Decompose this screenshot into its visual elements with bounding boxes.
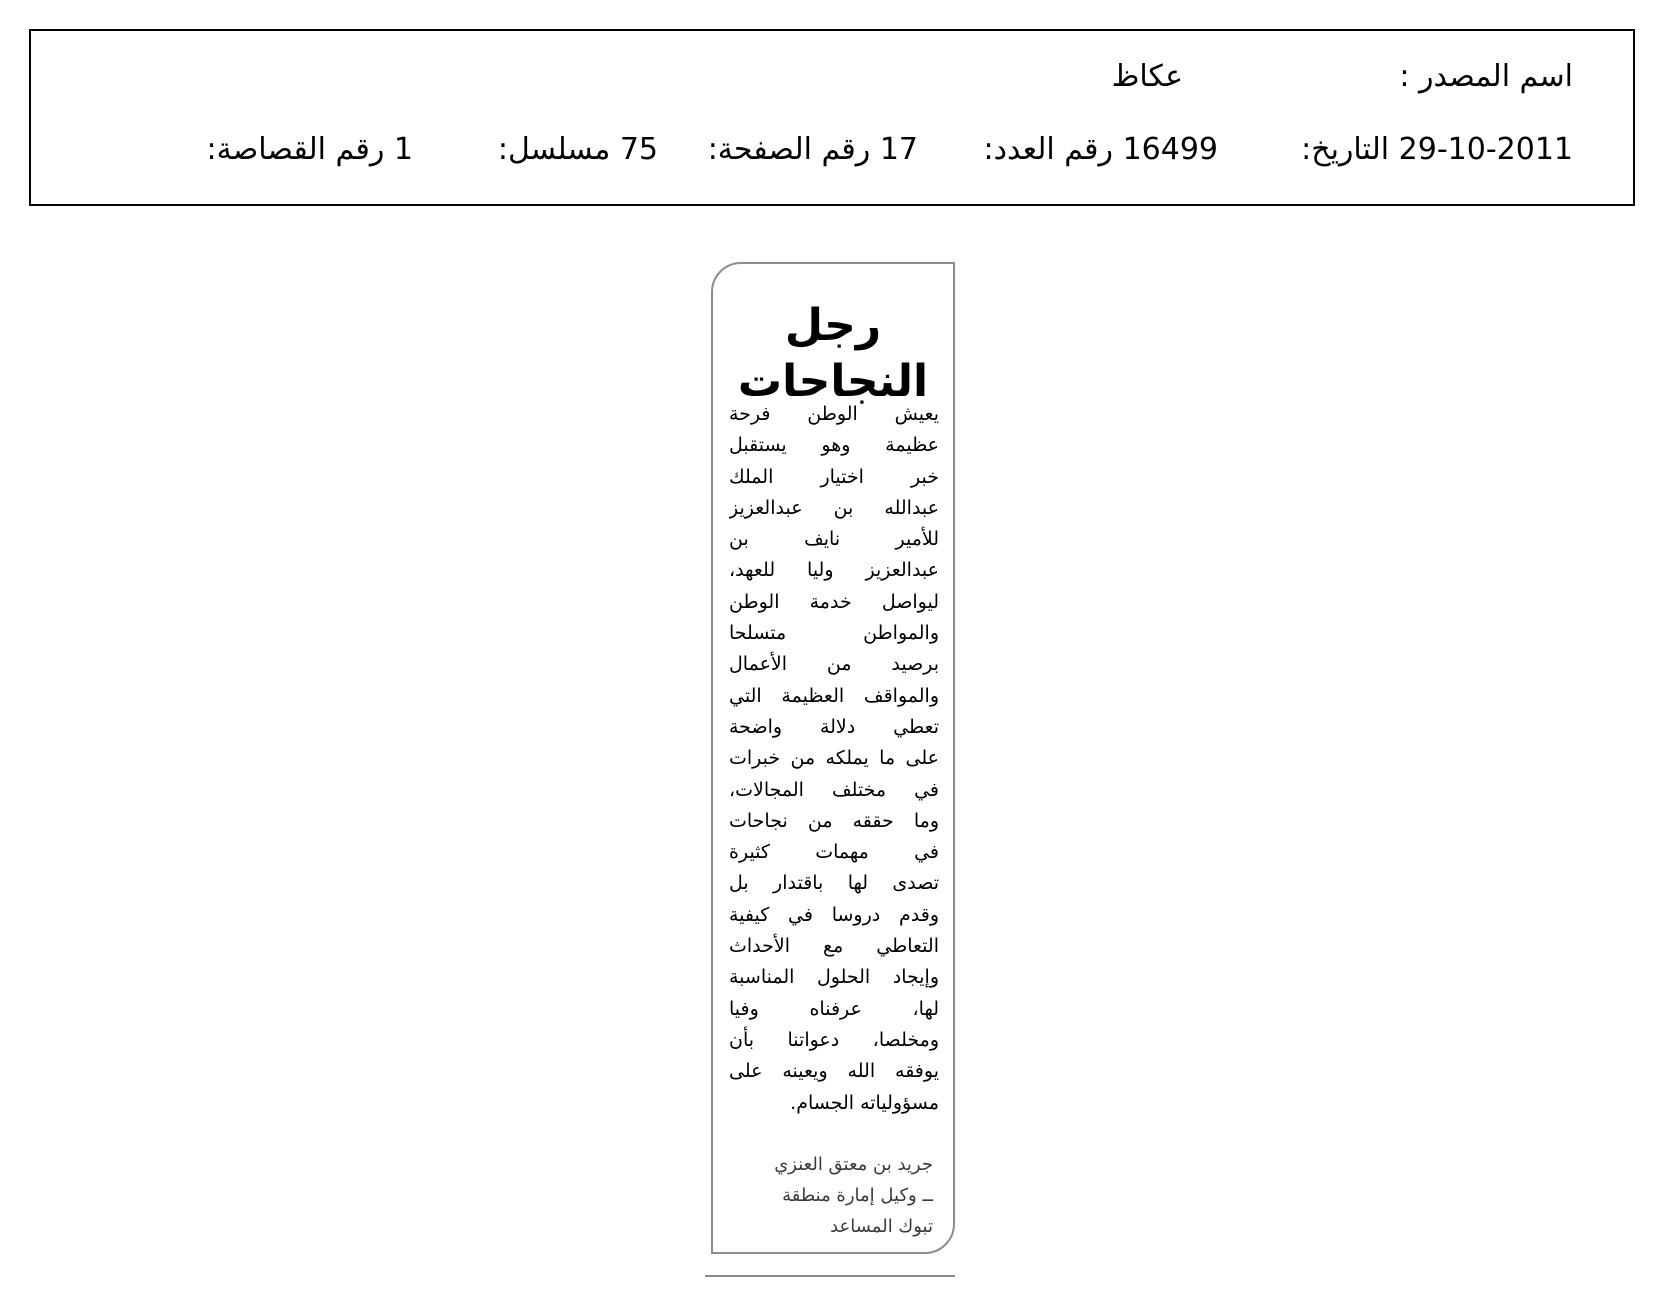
article-line: برصيد من الأعمال (729, 653, 939, 676)
newspaper-clipping (711, 262, 955, 1254)
clip-number-field (207, 132, 413, 168)
issue-field (984, 132, 1218, 168)
article-line: وقدم دروسا في كيفية (729, 903, 939, 926)
article-line: والمواطن متسلحا (729, 622, 939, 645)
article-line: وإيجاد الحلول المناسبة (729, 966, 939, 989)
issue-value: 16499 (1122, 132, 1218, 167)
article-line: في مهمات كثيرة (729, 841, 939, 864)
article-line: عبدالله بن عبدالعزيز (729, 496, 939, 519)
article-line: والمواقف العظيمة التي (729, 684, 939, 707)
article-line: يوفقه الله ويعينه على (729, 1060, 939, 1083)
date-field (1301, 132, 1573, 168)
source-value: عكاظ (1111, 59, 1183, 94)
article-line: ومخلصا، دعواتنا بأن (729, 1028, 939, 1051)
date-label: التاريخ: (1301, 132, 1390, 167)
article-line: وما حققه من نجاحات (729, 809, 939, 832)
article-line: التعاطي مع الأحداث (729, 935, 939, 958)
article-line: عظيمة وهو يستقبل (729, 434, 939, 457)
article-line: يعيش الوطن فرحة (729, 403, 939, 425)
article-body (729, 399, 939, 1119)
article-line: تصدى لها باقتدار بل (729, 872, 939, 895)
article-title: رجل النجاحات (737, 300, 929, 407)
article-line: للأمير نايف بن (729, 528, 939, 551)
serial-value: 75 (619, 132, 658, 167)
page-label: رقم الصفحة: (707, 132, 871, 167)
article-line: في مختلف المجالات، (729, 778, 939, 801)
byline-line: جريد بن معتق العنزي (774, 1154, 933, 1175)
serial-label: مسلسل: (497, 132, 611, 167)
article-line: عبدالعزيز وليا للعهد، (729, 559, 939, 582)
byline-line: تبوك المساعد (830, 1216, 933, 1237)
metadata-row (181, 132, 1573, 172)
clip-number-label: رقم القصاصة: (206, 132, 385, 167)
clip-number-value: 1 (393, 132, 413, 167)
next-clipping-edge (705, 1275, 955, 1277)
article-line: لها، عرفناه وفيا (729, 997, 939, 1020)
article-line: على ما يملكه من خبرات (729, 747, 939, 770)
article-line: خبر اختيار الملك (729, 465, 939, 488)
source-label: اسم المصدر : (1399, 59, 1573, 94)
page-field (708, 132, 918, 168)
article-line: مسؤولياته الجسام. (790, 1091, 939, 1114)
article-line: ليواصل خدمة الوطن (729, 590, 939, 613)
article-line: تعطي دلالة واضحة (729, 715, 939, 738)
serial-field (498, 132, 658, 168)
article-byline (733, 1149, 933, 1242)
date-value: 29-10-2011 (1398, 132, 1573, 167)
clipping-metadata-box (29, 29, 1635, 206)
issue-label: رقم العدد: (983, 132, 1114, 167)
page-value: 17 (879, 132, 918, 167)
byline-line: ــ وكيل إمارة منطقة (782, 1185, 933, 1206)
